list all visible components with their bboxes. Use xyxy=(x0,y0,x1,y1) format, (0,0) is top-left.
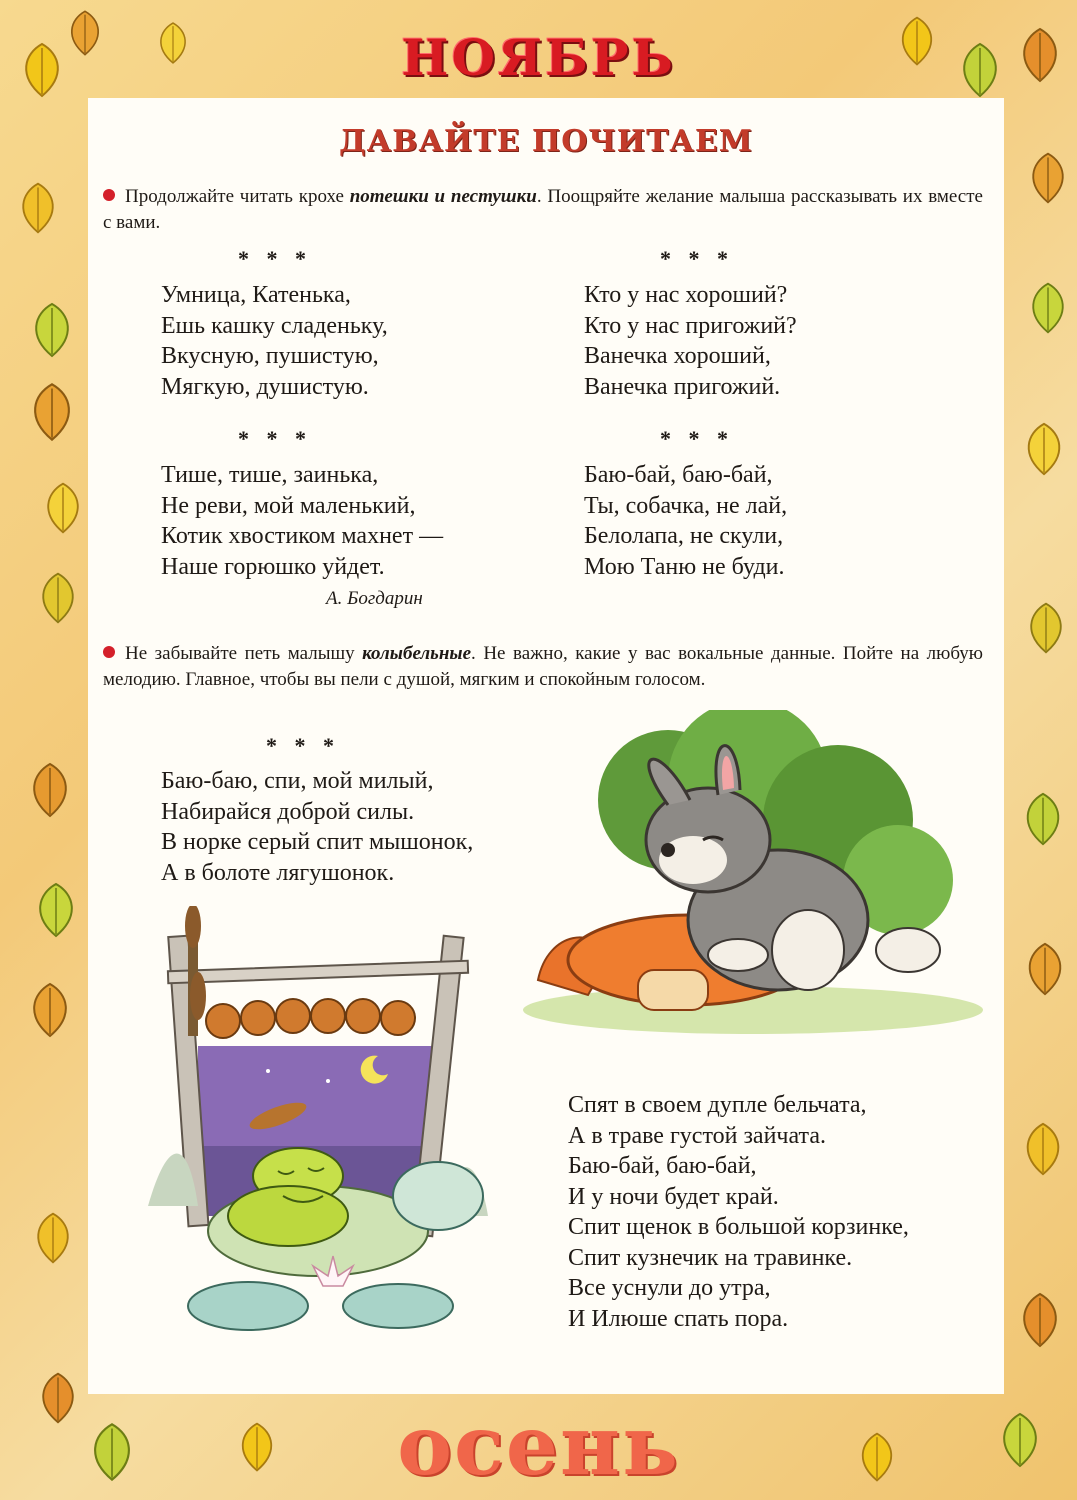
content-panel xyxy=(88,98,1004,1394)
leaf-icon xyxy=(20,380,84,444)
stars-separator: * * * xyxy=(660,246,734,271)
bullet-icon xyxy=(103,189,115,201)
leaf-icon xyxy=(20,980,80,1040)
leaf-icon xyxy=(22,300,82,360)
lullaby-1: Баю-баю, спи, мой милый, Набирайся доброй силы. В норке серый спит мышонок, А в болоте лягушонок. xyxy=(161,768,474,886)
leaf-icon xyxy=(25,1210,81,1266)
leaf-icon xyxy=(1015,420,1073,478)
leaf-icon xyxy=(1020,280,1076,336)
lullaby-note: Не забывайте петь малышу колыбельные. Не важно, какие у вас вокальные данные. Пойте на любую мелодию. Главное, чтобы вы пели с душой, мягким и спокойным голосом. xyxy=(103,643,983,690)
leaf-icon xyxy=(1018,600,1074,656)
frog-pond-illustration xyxy=(128,906,508,1346)
leaf-icon xyxy=(1010,1290,1070,1350)
lullaby-2: Спят в своем дупле бельчата, А в траве густой зайчата. Баю-бай, баю-бай, И у ночи будет край. Спит щенок в большой корзинке, Спит кузнечик на травинке. Все уснули до утра, И Илюше спать пора. xyxy=(568,1092,909,1332)
rabbit-illustration xyxy=(518,710,988,1040)
leaf-icon xyxy=(1016,940,1074,998)
stars-separator: * * * xyxy=(238,426,312,451)
poem-1: Умница, Катенька, Ешь кашку сладеньку, Вкусную, пушистую, Мягкую, душистую. xyxy=(161,282,388,400)
leaf-icon xyxy=(35,480,91,536)
poem-3: Тише, тише, заинька, Не реви, мой маленький, Котик хвостиком махнет — Наше горюшко уйдет. xyxy=(161,462,444,580)
month-title: НОЯБРЬ xyxy=(401,28,676,87)
poem-4: Баю-бай, баю-бай, Ты, собачка, не лай, Белолапа, не скули, Мою Таню не буди. xyxy=(584,462,788,580)
intro-paragraph: Продолжайте читать крохе потешки и пестушки. Поощряйте желание малыша рассказывать их вместе с вами. xyxy=(103,186,983,233)
leaf-icon xyxy=(26,880,86,940)
leaf-icon xyxy=(1020,150,1076,206)
poem-2: Кто у нас хороший? Кто у нас пригожий? Ванечка хороший, Ванечка пригожий. xyxy=(584,282,797,400)
season-title: осень xyxy=(397,1398,680,1494)
stars-separator: * * * xyxy=(660,426,734,451)
leaf-icon xyxy=(30,570,86,626)
leaf-icon xyxy=(1014,1120,1072,1178)
leaf-icon xyxy=(20,760,80,820)
stars-separator: * * * xyxy=(266,733,340,758)
section-title: ДАВАЙТЕ ПОЧИТАЕМ xyxy=(339,124,753,159)
leaf-icon xyxy=(10,180,66,236)
poem-author: А. Богдарин xyxy=(326,588,423,609)
leaf-icon xyxy=(1014,790,1072,848)
bullet-icon xyxy=(103,646,115,658)
stars-separator: * * * xyxy=(238,246,312,271)
